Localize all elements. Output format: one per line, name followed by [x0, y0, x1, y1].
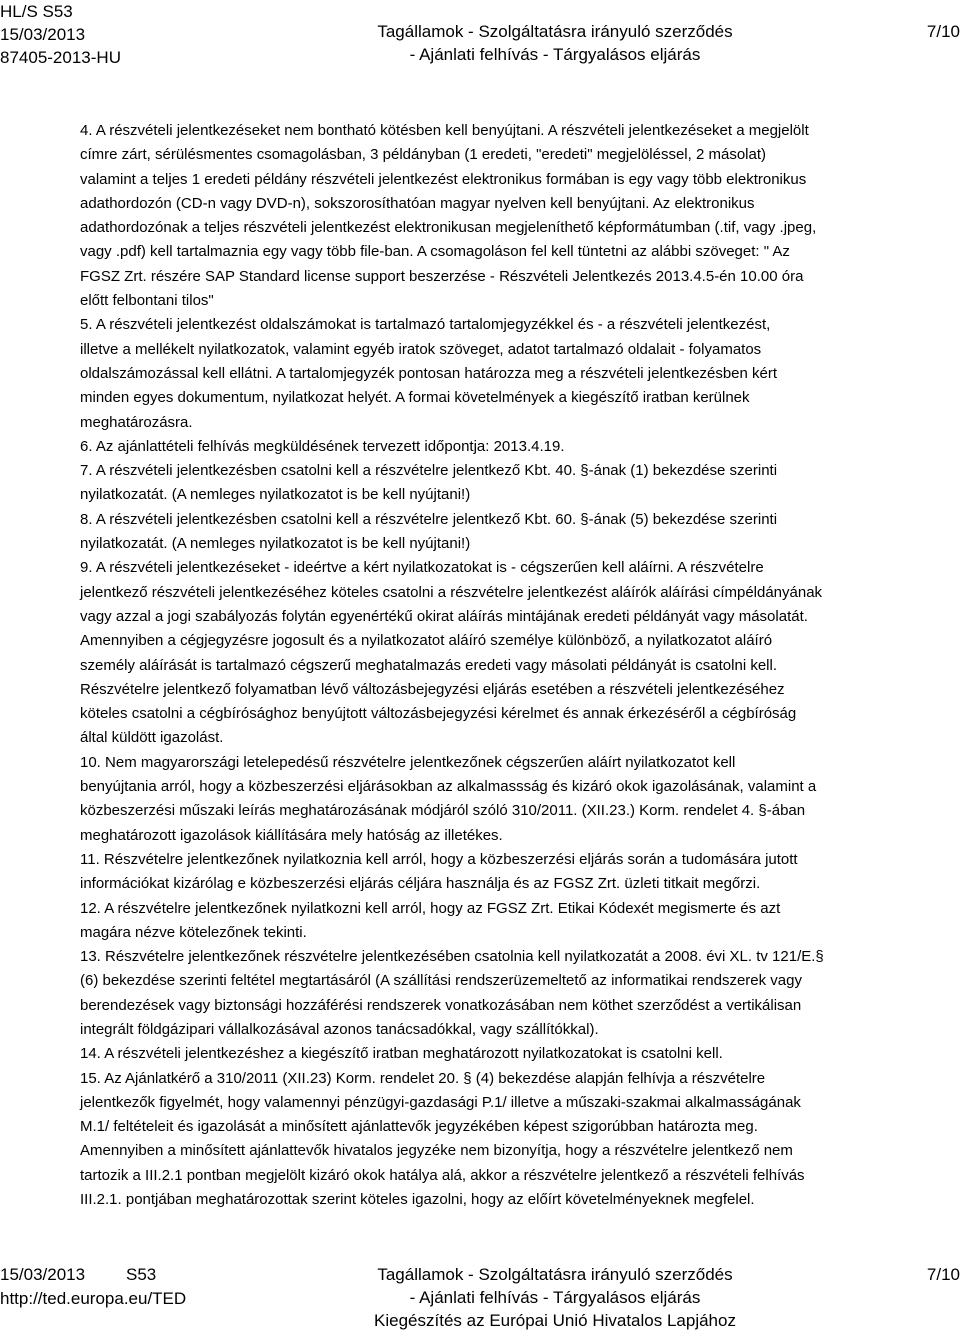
paragraph-9: 9. A részvételi jelentkezéseket - ideértve a kért nyilatkozatokat is - cégszerűen kell aláírni. A részvételre jelentkező részvételi jelentkezéséhez köteles csatolni a részvételre jelentkezést aláírók aláírási címpéldányának vagy azzal a jogi szabályozás folytán egyenértékű okirat aláírás mintájának eredeti példányát vagy másolatát. Amennyiben a cégjegyzésre jogosult és a nyilatkozatot aláíró személye különböző, a nyilatkozatot aláíró személy aláírását is tartalmazó cégszerű meghatalmazás eredeti vagy másolati példányát is csatolni kell. Részvételre jelentkező folyamatban lévő változásbejegyzési eljárás esetében a részvételi jelentkezéséhez köteles csatolni a cégbírósághoz benyújtott változásbejegyzési kérelmet és annak érkezéséről a cégbíróság által küldött igazolást.	[80, 559, 823, 747]
header-title-line1: Tagállamok - Szolgáltatásra irányuló szerződés	[377, 22, 733, 41]
header-notice-id: 87405-2013-HU	[0, 48, 121, 67]
paragraph-13: 13. Részvételre jelentkezőnek részvételre jelentkezésében csatolnia kell nyilatkozatát a 2008. évi XL. tv 121/E.§ (6) bekezdése szerinti feltétel megtartásáról (A szállítási rendszerüzemeltető az informatikai rendszerek vagy berendezések vagy biztonsági hozzáférési rendszerek vonatkozásában nem köthet szerződést a vertikálisan integrált földgázipari vállalkozásával azonos tanácsadókkal, vagy szállítókkal).	[80, 948, 824, 1038]
footer-series: S53	[126, 1265, 157, 1284]
footer-date: 15/03/2013	[0, 1265, 86, 1284]
paragraph-10: 10. Nem magyarországi letelepedésű részvételre jelentkezőnek cégszerűen aláírt nyilatkozatot kell benyújtania arról, hogy a közbeszerzési eljárásokban az alkalmassság és kizáró okok igazolásának, valamint a közbeszerzési műszaki leírás meghatározásának módjáról szóló 310/2011. (XII.23.) Korm. rendelet 4. §-ában meghatározott igazolások kiállítására mely hatóság az illetékes.	[80, 753, 817, 844]
paragraph-15: 15. Az Ajánlatkérő a 310/2011 (XII.23) Korm. rendelet 20. § (4) bekezdése alapján felhívja a részvételre jelentkezők figyelmét, hogy valamennyi pénzügyi-gazdasági P.1/ illetve a műszaki-szakmai alkalmasságának M.1/ feltételeit és igazolását a minősített ajánlattevők jegyzékében képest szigorúbban határozta meg. Amennyiben a minősített ajánlattevők hivatalos jegyzéke nem bizonyítja, hogy a részvételre jelentkező nem tartozik a III.2.1 pontban megjelölt kizáró okok hatálya alá, akkor a részvételre jelentkező a részvételi felhívás III.2.1. pontjában meghatározottak szerint köteles igazolni, hogy az előírt követelményeknek megfelel.	[80, 1069, 805, 1209]
header-title	[340, 20, 770, 66]
header-title-line2: - Ajánlati felhívás - Tárgyalásos eljárás	[409, 45, 701, 64]
paragraph-14: 14. A részvételi jelentkezéshez a kiegészítő iratban meghatározott nyilatkozatokat is csatolni kell.	[80, 1045, 723, 1063]
paragraph-12: 12. A részvételre jelentkezőnek nyilatkozni kell arról, hogy az FGSZ Zrt. Etikai Kódexét megismerte és azt magára nézve kötelezőnek tekinti.	[80, 899, 781, 941]
footer-title-line2: - Ajánlati felhívás - Tárgyalásos eljárás	[409, 1288, 701, 1307]
document-body	[80, 119, 954, 1212]
footer-page-number: 7/10	[926, 1265, 960, 1284]
paragraph-5: 5. A részvételi jelentkezést oldalszámokat is tartalmazó tartalomjegyzékkel és - a részvételi jelentkezést, illetve a mellékelt nyilatkozatok, valamint egyéb iratok szöveget, adatot tartalmazó oldalait - folyamatos oldalszámozással kell ellátni. A tartalomjegyzék pontosan határozza meg a részvételi jelentkezésben kért minden egyes dokumentum, nyilatkozat helyét. A formai követelmények a kiegészítő iratban kerülnek meghatározásra.	[80, 316, 778, 431]
footer-title-line1: Tagállamok - Szolgáltatásra irányuló szerződés	[377, 1265, 733, 1284]
paragraph-8: 8. A részvételi jelentkezésben csatolni kell a részvételre jelentkező Kbt. 60. §-ának (5) bekezdése szerinti nyilatkozatát. (A nemleges nyilatkozatot is be kell nyújtani!)	[80, 510, 778, 553]
footer-url-link[interactable]: http://ted.europa.eu/TED	[0, 1289, 187, 1308]
footer-title-line3: Kiegészítés az Európai Unió Hivatalos Lapjához	[374, 1311, 736, 1330]
footer-title	[320, 1263, 790, 1332]
header-notice-info	[0, 0, 121, 69]
paragraph-11: 11. Részvételre jelentkezőnek nyilatkoznia kell arról, hogy a közbeszerzési eljárás során a tudomására jutott információkat kizárólag e közbeszerzési eljárás céljára használja és az FGSZ Zrt. üzleti titkait megőrzi.	[80, 850, 798, 893]
paragraph-6: 6. Az ajánlattételi felhívás megküldésének tervezett időpontja: 2013.4.19.	[80, 437, 565, 455]
paragraph-7: 7. A részvételi jelentkezésben csatolni kell a részvételre jelentkező Kbt. 40. §-ának (1) bekezdése szerinti nyilatkozatát. (A nemleges nyilatkozatot is be kell nyújtani!)	[80, 462, 778, 504]
header-code: HL/S S53	[0, 2, 73, 21]
paragraph-4: 4. A részvételi jelentkezéseket nem bontható kötésben kell benyújtani. A részvételi jelentkezéseket a megjelölt címre zárt, sérülésmentes csomagolásban, 3 példányban (1 eredeti, "eredeti" megjelöléssel, 2 másolat) valamint a teljes 1 eredeti példány részvételi jelentkezést elektronikus formában is egy vagy több elektronikus adathordozón (CD-n vagy DVD-n), sokszorosíthatóan magyar nyelven kell benyújtani. Az elektronikus adathordozónak a teljes részvételi jelentkezést elektronikusan megjeleníthető képformátumban (.tif, vagy .jpeg, vagy .pdf) kell tartalmaznia egy vagy több file-ban. A csomagoláson fel kell tüntetni az alábbi szöveget: " Az FGSZ Zrt. részére SAP Standard license support beszerzése - Részvételi Jelentkezés 2013.4.5-én 10.00 óra előtt felbontani tilos"	[80, 122, 817, 310]
header-page-number: 7/10	[926, 22, 960, 41]
header-date: 15/03/2013	[0, 25, 86, 44]
